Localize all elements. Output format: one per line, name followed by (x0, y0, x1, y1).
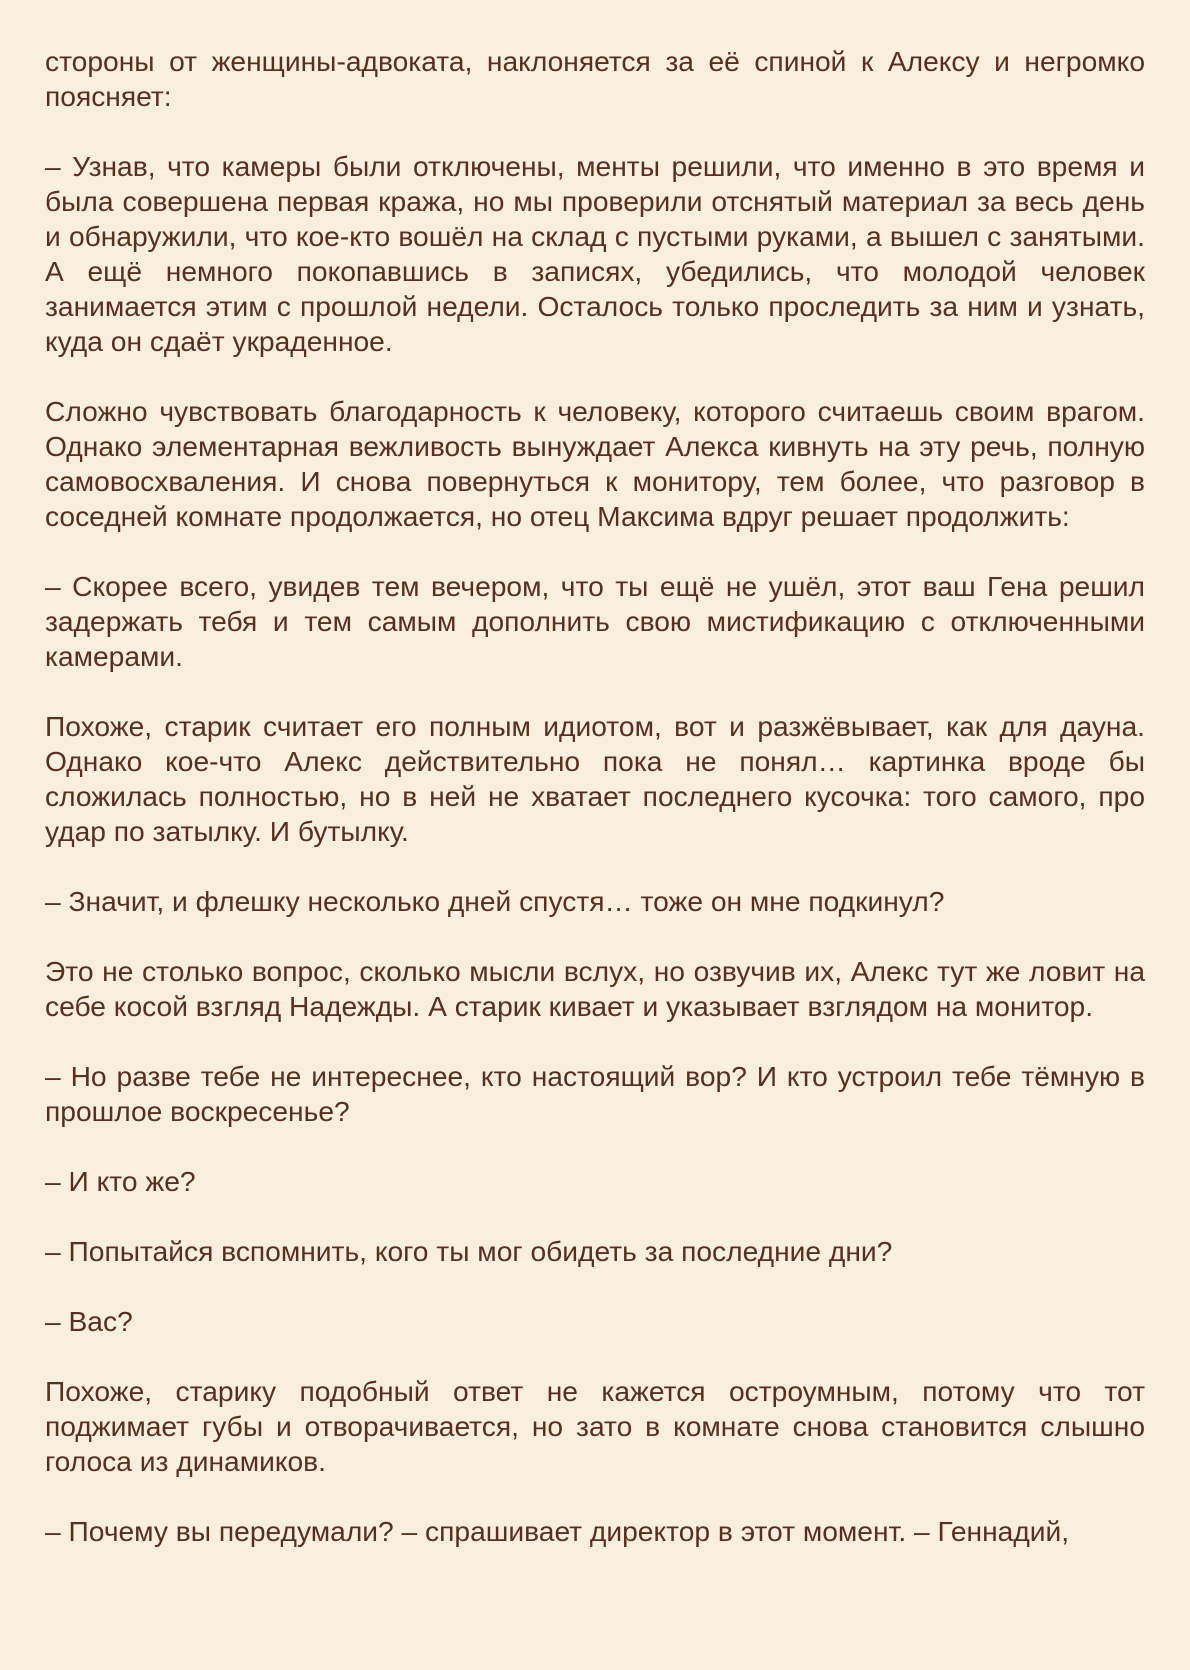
paragraph: стороны от женщины-адвоката, наклоняется за её спиной к Алексу и негромко поясняет: (45, 45, 1145, 112)
paragraph: – Но разве тебе не интереснее, кто настоящий вор? И кто устроил тебе тёмную в прошлое воскресенье? (45, 1060, 1145, 1127)
paragraph: – Значит, и флешку несколько дней спустя… тоже он мне подкинул? (45, 885, 945, 917)
paragraph: – Почему вы передумали? – спрашивает директор в этот момент. – Геннадий, (45, 1515, 1070, 1547)
paragraph: – Скорее всего, увидев тем вечером, что ты ещё не ушёл, этот ваш Гена решил задержать тебя и тем самым дополнить свою мистификацию с отключенными камерами. (45, 570, 1145, 672)
paragraph: Сложно чувствовать благодарность к человеку, которого считаешь своим врагом. Однако элементарная вежливость вынуждает Алекса кивнуть на эту речь, полную самовосхваления. И снова повернуться к монитору, тем более, что разговор в соседней комнате продолжается, но отец Максима вдруг решает продолжить: (45, 395, 1145, 532)
paragraph: – Узнав, что камеры были отключены, менты решили, что именно в это время и была совершена первая кража, но мы проверили отснятый материал за весь день и обнаружили, что кое-кто вошёл на склад с пустыми руками, а вышел с занятыми. А ещё немного покопавшись в записях, убедились, что молодой человек занимается этим с прошлой недели. Осталось только проследить за ним и узнать, куда он сдаёт украденное. (45, 150, 1145, 357)
paragraph: Похоже, старику подобный ответ не кажется остроумным, потому что тот поджимает губы и отворачивается, но зато в комнате снова становится слышно голоса из динамиков. (45, 1375, 1145, 1477)
paragraph: – Вас? (45, 1305, 133, 1337)
paragraph: Это не столько вопрос, сколько мысли вслух, но озвучив их, Алекс тут же ловит на себе косой взгляд Надежды. А старик кивает и указывает взглядом на монитор. (45, 955, 1145, 1022)
paragraph: Похоже, старик считает его полным идиотом, вот и разжёвывает, как для дауна. Однако кое-что Алекс действительно пока не понял… картинка вроде бы сложилась полностью, но в ней не хватает последнего кусочка: того самого, про удар по затылку. И бутылку. (45, 710, 1145, 847)
document-body (45, 44, 1145, 1549)
paragraph: – И кто же? (45, 1165, 196, 1197)
paragraph: – Попытайся вспомнить, кого ты мог обидеть за последние дни? (45, 1235, 893, 1267)
